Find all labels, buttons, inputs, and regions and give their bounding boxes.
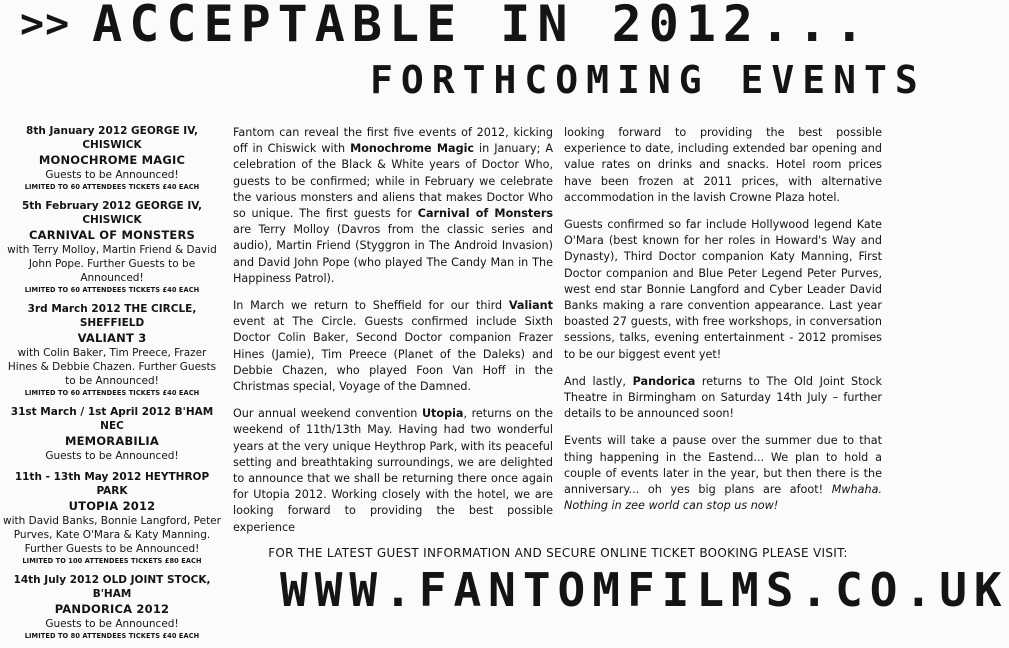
page-subtitle: FORTHCOMING EVENTS bbox=[370, 58, 926, 102]
paragraph bbox=[564, 374, 882, 423]
bold-run: Utopia bbox=[421, 407, 464, 421]
footer-cta: FOR THE LATEST GUEST INFORMATION AND SECURE ONLINE TICKET BOOKING PLEASE VISIT: bbox=[268, 546, 848, 560]
event-guests: with Terry Molloy, Martin Friend & David John Pope. Further Guests to be Announced! bbox=[7, 244, 217, 284]
article-column-2 bbox=[564, 125, 882, 525]
event-name: UTOPIA 2012 bbox=[68, 499, 156, 513]
text-run: returns to The Old Joint Stock Theatre in Birmingham on Saturday 14th July – further details to be announced soon! bbox=[564, 374, 882, 421]
event-limits: LIMITED TO 60 ATTENDEES TICKETS £40 EACH bbox=[24, 183, 200, 191]
paragraph bbox=[233, 406, 553, 536]
event-name: MEMORABILIA bbox=[64, 434, 160, 448]
text-run: , returns on the weekend of 11th/13th May. Having had two wonderful years at the very unique Heythrop Park, with its peaceful setting and breathtaking surroundings, we are delighted to announce that we shall be returning there once again for Utopia 2012. Working closely with the hotel, we are looking forward to providing the best possible experience bbox=[233, 407, 553, 534]
event-date: 31st March / 1st April 2012 B'HAM NEC bbox=[10, 406, 214, 432]
event-date: 11th - 13th May 2012 HEYTHROP PARK bbox=[14, 471, 210, 497]
event-item bbox=[2, 302, 222, 398]
paragraph bbox=[233, 298, 553, 395]
event-name: PANDORICA 2012 bbox=[54, 602, 170, 616]
event-guests: Guests to be Announced! bbox=[45, 169, 179, 181]
paragraph: looking forward to providing the best possible experience to date, including extended bar opening and value rates on drinks and snacks. Hotel room prices have been frozen at 2011 prices, with alternative accommodation in the lavish Crowne Plaza hotel. bbox=[564, 126, 882, 204]
event-limits: LIMITED TO 60 ATTENDEES TICKETS £40 EACH bbox=[24, 389, 200, 397]
text-run: Fantom can reveal the first five events of 2012, kicking off in Chiswick with bbox=[233, 126, 553, 156]
paragraph bbox=[233, 125, 553, 287]
event-item bbox=[2, 124, 222, 192]
event-name: MONOCHROME MAGIC bbox=[38, 153, 186, 167]
text-run: Our annual weekend convention bbox=[233, 407, 422, 421]
text-run: are Terry Molloy (Davros from the classic series and audio), Martin Friend (Styggron in The Android Invasion) and David John Pope (who played The Candy Man in The Happiness Patrol). bbox=[233, 223, 553, 285]
page-title bbox=[20, 0, 871, 54]
website-url: WWW.FANTOMFILMS.CO.UK bbox=[280, 563, 1009, 617]
event-guests: with Colin Baker, Tim Preece, Frazer Hines & Debbie Chazen. Further Guests to be Announced! bbox=[7, 347, 217, 387]
event-date: 5th February 2012 GEORGE IV, CHISWICK bbox=[21, 200, 203, 226]
event-guests: with David Banks, Bonnie Langford, Peter Purves, Kate O'Mara & Katy Manning. Further Guests to be Announced! bbox=[3, 515, 221, 555]
bold-run: Monochrome Magic bbox=[350, 142, 475, 156]
event-guests: Guests to be Announced! bbox=[45, 450, 179, 462]
bold-run: Carnival of Monsters bbox=[417, 207, 553, 221]
event-item bbox=[2, 405, 222, 463]
text-run: event at The Circle. Guests confirmed include Sixth Doctor Colin Baker, Second Doctor companion Frazer Hines (Jamie), Tim Preece (Planet of the Daleks) and Debbie Chazen, who played Foon Van Hoff in the Christmas special, Voyage of the Damned. bbox=[233, 315, 553, 394]
event-guests: Guests to be Announced! bbox=[45, 618, 179, 630]
events-list bbox=[2, 124, 222, 648]
event-item bbox=[2, 573, 222, 641]
event-limits: LIMITED TO 100 ATTENDEES TICKETS £80 EACH bbox=[22, 557, 202, 565]
event-date: 8th January 2012 GEORGE IV, CHISWICK bbox=[26, 125, 198, 151]
event-name: VALIANT 3 bbox=[77, 331, 147, 345]
paragraph bbox=[564, 433, 882, 514]
event-date: 3rd March 2012 THE CIRCLE, SHEFFIELD bbox=[27, 303, 197, 329]
event-limits: LIMITED TO 60 ATTENDEES TICKETS £40 EACH bbox=[24, 286, 200, 294]
article-column-1 bbox=[233, 125, 553, 547]
bold-run: Pandorica bbox=[632, 374, 696, 388]
text-run: in January; A celebration of the Black & White years of Doctor Who, guests to be confirmed; while in February we celebrate the various monsters and aliens that makes Doctor Who so unique. The first guests for bbox=[233, 142, 553, 221]
paragraph: Guests confirmed so far include Hollywood legend Kate O'Mara (best known for her roles in Howard's Way and Dynasty), Third Doctor companion Katy Manning, First Doctor companion and Blue Peter Legend Peter Purves, west end star Bonnie Langford and Cyber Leader David Banks making a rare convention appearance. Last year boasted 27 guests, with free workshops, in conversation sessions, talks, evening entertainment - 2012 promises to be our biggest event yet! bbox=[564, 218, 882, 361]
text-run: Events will take a pause over the summer due to that thing happening in the Eastend... We plan to hold a couple of events later in the year, but then there is the anniversary... oh yes big plans are afoot! bbox=[564, 434, 882, 497]
bold-run: Valiant bbox=[508, 299, 553, 313]
event-date: 14th July 2012 OLD JOINT STOCK, B'HAM bbox=[13, 574, 211, 600]
italic-run: Mwhaha. Nothing in zee world can stop us now! bbox=[564, 483, 882, 513]
event-limits: LIMITED TO 80 ATTENDEES TICKETS £40 EACH bbox=[24, 632, 200, 640]
event-item bbox=[2, 470, 222, 566]
arrows-icon: >> bbox=[20, 1, 71, 47]
page-title-text: ACCEPTABLE IN 2012... bbox=[92, 0, 872, 53]
text-run: And lastly, bbox=[564, 374, 633, 388]
event-item bbox=[2, 199, 222, 295]
event-name: CARNIVAL OF MONSTERS bbox=[28, 228, 196, 242]
text-run: In March we return to Sheffield for our third bbox=[233, 299, 509, 313]
